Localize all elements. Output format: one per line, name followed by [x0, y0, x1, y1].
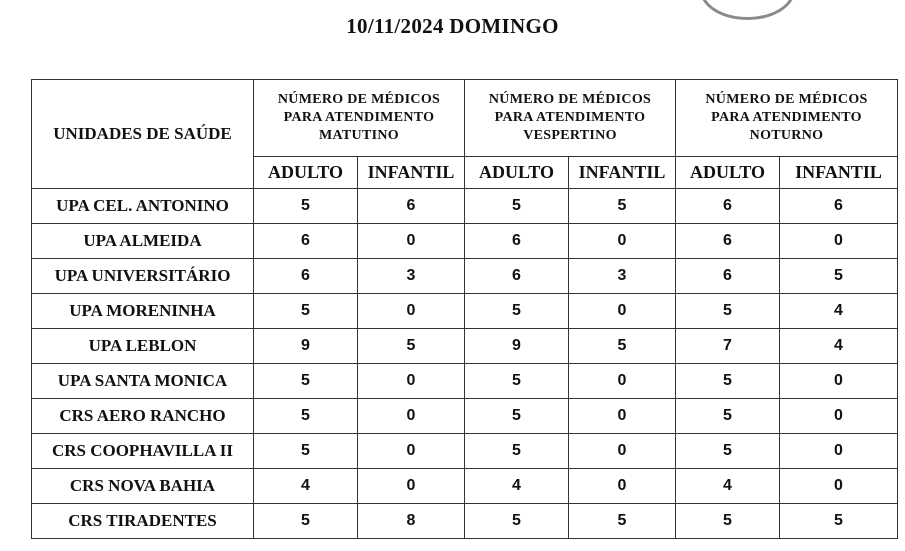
value-cell: 0: [569, 399, 676, 434]
value-cell: 0: [569, 364, 676, 399]
value-cell: 6: [780, 189, 898, 224]
subheader-adult: ADULTO: [676, 157, 780, 189]
value-cell: 4: [780, 294, 898, 329]
subheader-adult: ADULTO: [254, 157, 358, 189]
shift-header-vespertino: [465, 80, 676, 157]
value-cell: 5: [569, 189, 676, 224]
value-cell: 5: [465, 294, 569, 329]
value-cell: 5: [358, 329, 465, 364]
shift-header-line: PARA ATENDIMENTO: [283, 110, 435, 125]
value-cell: 0: [569, 434, 676, 469]
value-cell: 5: [254, 364, 358, 399]
shift-header-line: PARA ATENDIMENTO: [711, 110, 862, 125]
value-cell: 8: [358, 504, 465, 539]
value-cell: 4: [676, 469, 780, 504]
value-cell: 5: [780, 504, 898, 539]
value-cell: 6: [254, 224, 358, 259]
value-cell: 6: [676, 224, 780, 259]
value-cell: 0: [358, 364, 465, 399]
table-row: [32, 434, 898, 469]
value-cell: 9: [465, 329, 569, 364]
unit-name: CRS AERO RANCHO: [32, 399, 254, 434]
unit-name: CRS COOPHAVILLA II: [32, 434, 254, 469]
value-cell: 6: [358, 189, 465, 224]
value-cell: 9: [254, 329, 358, 364]
value-cell: 5: [676, 434, 780, 469]
value-cell: 0: [780, 434, 898, 469]
value-cell: 6: [465, 224, 569, 259]
subheader-child: INFANTIL: [569, 157, 676, 189]
doctors-schedule-table: [31, 79, 898, 539]
unit-column-header: UNIDADES DE SAÚDE: [32, 80, 254, 189]
shift-header-line: VESPERTINO: [523, 128, 617, 143]
value-cell: 5: [254, 189, 358, 224]
value-cell: 5: [676, 504, 780, 539]
subheader-child: INFANTIL: [780, 157, 898, 189]
value-cell: 4: [254, 469, 358, 504]
unit-name: UPA LEBLON: [32, 329, 254, 364]
value-cell: 0: [358, 224, 465, 259]
unit-name: CRS NOVA BAHIA: [32, 469, 254, 504]
value-cell: 0: [358, 294, 465, 329]
header-row-shifts: [32, 80, 898, 157]
subheader-child: INFANTIL: [358, 157, 465, 189]
value-cell: 5: [569, 329, 676, 364]
value-cell: 5: [465, 504, 569, 539]
table-row: [32, 329, 898, 364]
shift-header-noturno: [676, 80, 898, 157]
value-cell: 5: [465, 434, 569, 469]
value-cell: 5: [465, 364, 569, 399]
value-cell: 0: [569, 294, 676, 329]
shift-header-matutino: [254, 80, 465, 157]
page-title: 10/11/2024 DOMINGO: [346, 14, 559, 38]
shift-header-line: MATUTINO: [319, 128, 399, 143]
value-cell: 0: [780, 469, 898, 504]
value-cell: 0: [569, 224, 676, 259]
shift-header-line: NOTURNO: [749, 128, 824, 143]
table-row: [32, 259, 898, 294]
unit-name: CRS TIRADENTES: [32, 504, 254, 539]
value-cell: 6: [676, 259, 780, 294]
value-cell: 3: [358, 259, 465, 294]
unit-name: UPA SANTA MONICA: [32, 364, 254, 399]
unit-name: UPA CEL. ANTONINO: [32, 189, 254, 224]
value-cell: 0: [569, 469, 676, 504]
value-cell: 6: [254, 259, 358, 294]
value-cell: 5: [465, 399, 569, 434]
value-cell: 0: [358, 399, 465, 434]
value-cell: 0: [780, 399, 898, 434]
value-cell: 5: [780, 259, 898, 294]
table-row: [32, 469, 898, 504]
value-cell: 0: [780, 364, 898, 399]
subheader-adult: ADULTO: [465, 157, 569, 189]
table-row: [32, 399, 898, 434]
value-cell: 5: [569, 504, 676, 539]
value-cell: 6: [676, 189, 780, 224]
value-cell: 7: [676, 329, 780, 364]
shift-header-line: NÚMERO DE MÉDICOS: [277, 92, 441, 107]
value-cell: 5: [676, 364, 780, 399]
value-cell: 6: [465, 259, 569, 294]
value-cell: 4: [780, 329, 898, 364]
shift-header-line: PARA ATENDIMENTO: [494, 110, 646, 125]
unit-name: UPA UNIVERSITÁRIO: [32, 259, 254, 294]
table-row: [32, 504, 898, 539]
value-cell: 3: [569, 259, 676, 294]
shift-header-line: NÚMERO DE MÉDICOS: [705, 92, 868, 107]
table-row: [32, 189, 898, 224]
value-cell: 5: [676, 399, 780, 434]
table-row: [32, 294, 898, 329]
value-cell: 5: [254, 434, 358, 469]
value-cell: 5: [465, 189, 569, 224]
value-cell: 0: [780, 224, 898, 259]
value-cell: 5: [254, 504, 358, 539]
value-cell: 5: [254, 294, 358, 329]
value-cell: 0: [358, 434, 465, 469]
table-row: [32, 364, 898, 399]
value-cell: 4: [465, 469, 569, 504]
shift-header-line: NÚMERO DE MÉDICOS: [488, 92, 652, 107]
unit-name: UPA ALMEIDA: [32, 224, 254, 259]
table-row: [32, 224, 898, 259]
value-cell: 5: [676, 294, 780, 329]
value-cell: 5: [254, 399, 358, 434]
unit-name: UPA MORENINHA: [32, 294, 254, 329]
value-cell: 0: [358, 469, 465, 504]
